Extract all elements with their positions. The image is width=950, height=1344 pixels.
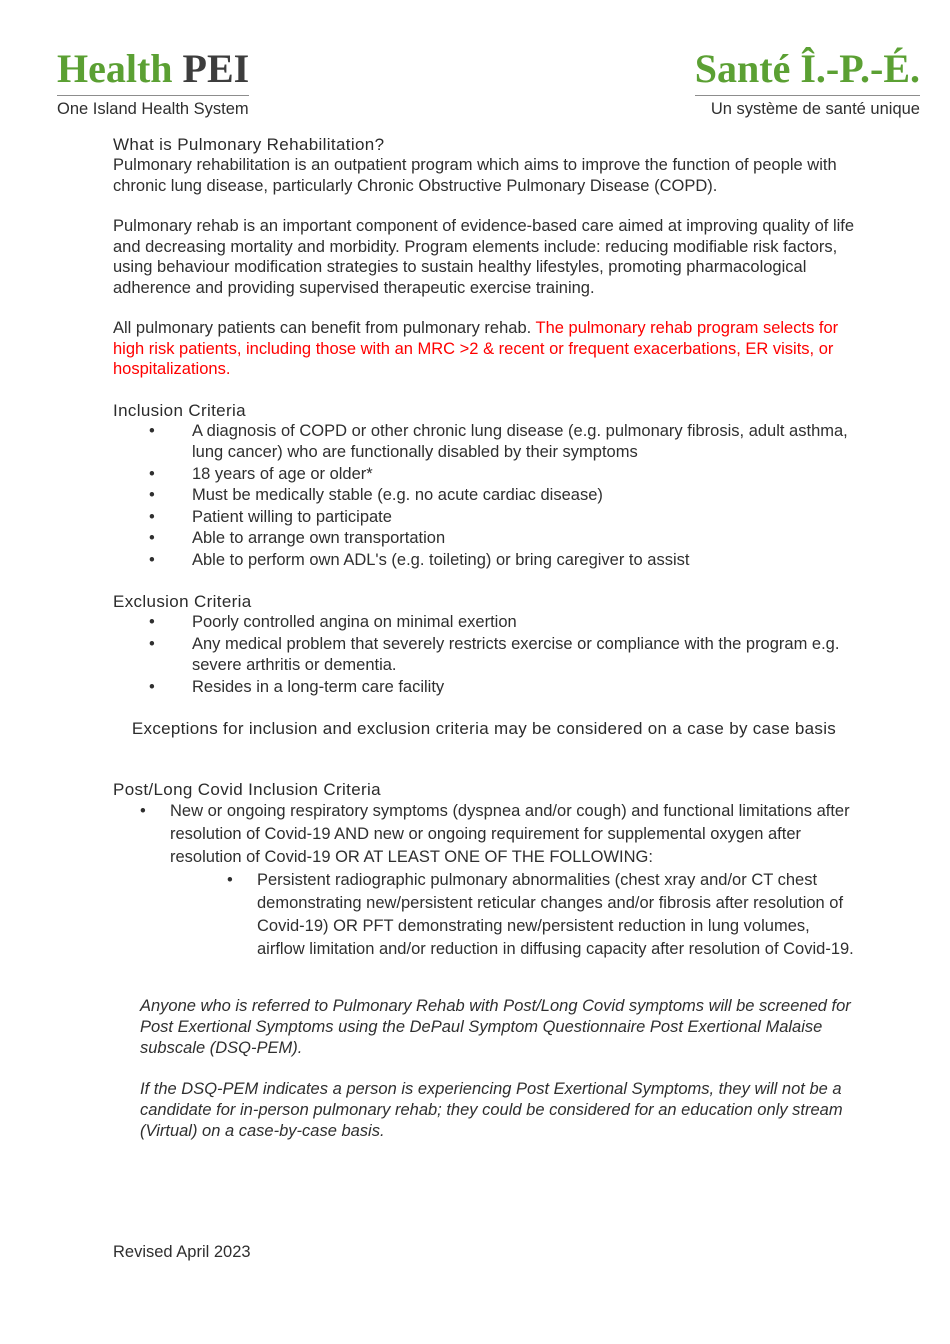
health-pei-tagline: One Island Health System [57,95,249,119]
health-pei-logo [57,48,249,119]
intro-paragraph-3-plain: All pulmonary patients can benefit from pulmonary rehab. [113,319,536,337]
document-body [113,134,855,1142]
inclusion-criteria-list [113,421,855,572]
inclusion-criteria-item: • 18 years of age or older* [113,464,855,486]
heading-what-is-pulmonary-rehabilitation: What is Pulmonary Rehabilitation? [113,135,385,154]
intro-paragraph-1: Pulmonary rehabilitation is an outpatient program which aims to improve the function of people with chronic lung disease, particularly Chronic Obstructive Pulmonary Disease (COPD). [113,156,837,195]
heading-exclusion-criteria: Exclusion Criteria [113,592,252,611]
inclusion-criteria-item: • Able to perform own ADL's (e.g. toileting) or bring caregiver to assist [113,550,855,572]
inclusion-criteria-item: • Patient willing to participate [113,507,855,529]
heading-inclusion-criteria: Inclusion Criteria [113,400,246,420]
revision-date: Revised April 2023 [113,1243,251,1261]
intro-paragraph-3-highlight: The pulmonary rehab program selects for high risk patients, including those with an MRC >2 & recent or frequent exacerbations, ER visits, or hospitalizations. [113,319,839,378]
covid-criteria-item: • New or ongoing respiratory symptoms (dyspnea and/or cough) and functional limitations after resolution of Covid-19 AND new or ongoing requirement for supplemental oxygen after resolution of Covid-19 OR AT LEAST ONE OF THE FOLLOWING: [113,800,855,869]
exclusion-criteria-item: • Resides in a long-term care facility [113,677,855,699]
inclusion-criteria-item: • Must be medically stable (e.g. no acute cardiac disease) [113,485,855,507]
intro-paragraph-2: Pulmonary rehab is an important component of evidence-based care aimed at improving quality of life and decreasing mortality and morbidity. Program elements include: reducing modifiable risk factors, using behaviour modification strategies to sustain healthy lifestyles, promoting pharmacological adherence and providing supervised therapeutic exercise training. [113,217,855,297]
covid-criteria-subitem: • Persistent radiographic pulmonary abnormalities (chest xray and/or CT chest demonstrating new/persistent reticular changes and/or fibrosis after resolution of Covid-19) OR PFT demonstrating new/persistent reduction in lung volumes, airflow limitation and/or reduction in diffusing capacity after resolution of Covid-19. [113,869,855,961]
covid-criteria-sublist [113,869,855,961]
exclusion-criteria-item: • Any medical problem that severely restricts exercise or compliance with the program e.g. severe arthritis or dementia. [113,634,855,677]
exclusion-criteria-item: • Poorly controlled angina on minimal exertion [113,612,855,634]
inclusion-criteria-item: • A diagnosis of COPD or other chronic lung disease (e.g. pulmonary fibrosis, adult asthma, lung cancer) who are functionally disabled by their symptoms [113,421,855,464]
health-pei-wordmark [57,48,249,90]
health-pei-wordmark-pei: PEI [182,46,250,91]
inclusion-criteria-item: • Able to arrange own transportation [113,528,855,550]
sante-ipe-wordmark: Santé Î.-P.-É. [694,46,920,91]
sante-ipe-logo [695,48,920,119]
intro-paragraph-3 [113,318,855,380]
sante-ipe-tagline: Un système de santé unique [695,95,920,119]
heading-post-long-covid-inclusion-criteria: Post/Long Covid Inclusion Criteria [113,780,381,799]
screening-note-2: If the DSQ-PEM indicates a person is experiencing Post Exertional Symptoms, they will not be a candidate for in-person pulmonary rehab; they could be considered for an education only stream (Virtual) on a case-by-case basis. [140,1080,843,1140]
exclusion-criteria-list [113,612,855,698]
screening-note-1: Anyone who is referred to Pulmonary Rehab with Post/Long Covid symptoms will be screened for Post Exertional Symptoms using the DePaul Symptom Questionnaire Post Exertional Malaise subscale (DSQ-PEM). [140,997,851,1057]
health-pei-wordmark-health: Health [57,46,173,91]
exceptions-note: Exceptions for inclusion and exclusion criteria may be considered on a case by case basis [131,719,837,738]
covid-criteria-list [113,800,855,869]
letterhead [57,48,920,119]
